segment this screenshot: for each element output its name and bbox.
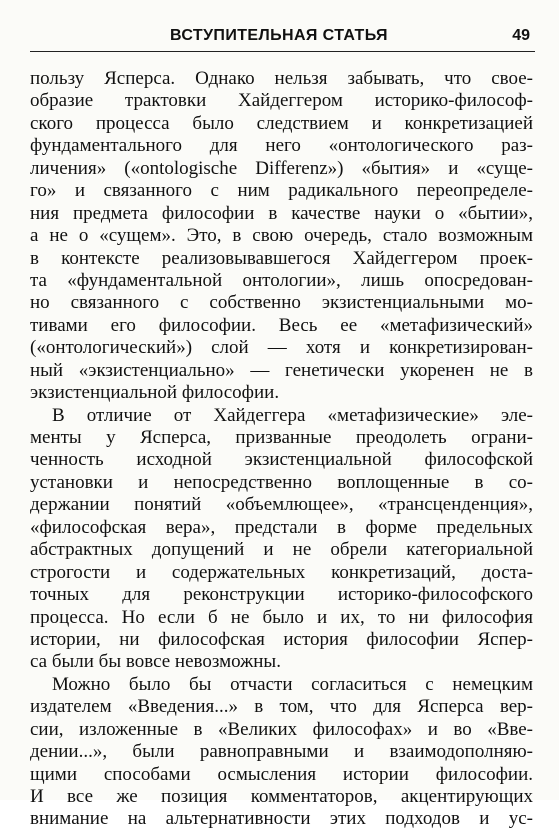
paragraph — [30, 405, 533, 674]
running-head — [30, 26, 534, 50]
text-line: а не о «сущем». Это, в свою очередь, стало возможным — [30, 225, 533, 247]
text-line: установки и непосредственно воплощенные в со- — [30, 471, 533, 493]
text-line: точных для реконструкции историко-философского — [30, 584, 533, 606]
text-line: та «фундаментальной онтологии», лишь опосредован- — [30, 269, 533, 291]
text-line: менты у Ясперса, призванные преодолеть ограни- — [30, 427, 533, 448]
text-line: экзистенциальной философии. — [30, 382, 280, 404]
text-line: держании понятий «объемлющее», «трансценденция», — [30, 494, 533, 516]
text-line: но связанного с собственно экзистенциальными мо- — [30, 292, 533, 314]
text-line: тивами его философии. Весь ее «метафизический» — [30, 314, 533, 336]
paragraph — [30, 68, 533, 405]
text-line: Можно было бы отчасти согласиться с немецким — [52, 673, 533, 695]
text-line: пользу Ясперса. Однако нельзя забывать, что свое- — [30, 68, 533, 89]
header-rule — [30, 51, 535, 52]
text-line: ченность исходной экзистенциальной философской — [30, 449, 533, 471]
text-line: («онтологический») слой — хотя и конкретизирован- — [30, 337, 533, 359]
text-line: ный «экзистенциально» — генетически укоренен не в — [30, 359, 533, 381]
text-line: ского процесса было следствием и конкретизацией — [30, 112, 533, 134]
text-line: издателем «Введения...» в том, что для Ясперса вер- — [30, 696, 533, 718]
text-line: в контексте реализовывавшегося Хайдеггером проек- — [30, 247, 533, 269]
text-line: «философская вера», предстали в форме предельных — [30, 516, 533, 538]
text-line: ния предмета философии в качестве науки о «бытии», — [30, 202, 533, 224]
text-line: строгости и содержательных конкретизаций, доста- — [30, 561, 533, 583]
text-line: И все же позиция комментаторов, акцентирующих — [30, 786, 533, 807]
paragraph — [30, 674, 533, 831]
running-head-title: ВСТУПИТЕЛЬНАЯ СТАТЬЯ — [170, 27, 388, 44]
text-line: абстрактных допущений и не обрели категориальной — [30, 539, 533, 561]
text-line: фундаментального для него «онтологического раз- — [30, 135, 533, 157]
text-line: го» и связанного с ним радикального переопределе- — [30, 180, 533, 202]
text-line: В отличие от Хайдеггера «метафизические» эле- — [52, 404, 533, 426]
text-line: образие трактовки Хайдеггером историко-философ- — [30, 90, 533, 112]
page-number: 49 — [512, 27, 530, 44]
body-text — [30, 68, 533, 831]
text-line: сии, изложенные в «Великих философах» и во «Вве- — [30, 718, 533, 740]
text-line: процесса. Но если б не было и их, то ни философия — [30, 606, 533, 628]
text-line: щими способами осмысления истории философии. — [30, 763, 533, 785]
text-line: дении...», были равноправными и взаимодополняю- — [30, 741, 533, 763]
text-line: внимание на альтернативности этих подходов и ус- — [30, 808, 533, 830]
text-line: истории, ни философская история философии Яспер- — [30, 628, 533, 650]
text-line: личения» («ontologische Differenz») «бытия» и «суще- — [30, 157, 533, 179]
text-line: са были бы вовсе невозможны. — [30, 651, 281, 673]
